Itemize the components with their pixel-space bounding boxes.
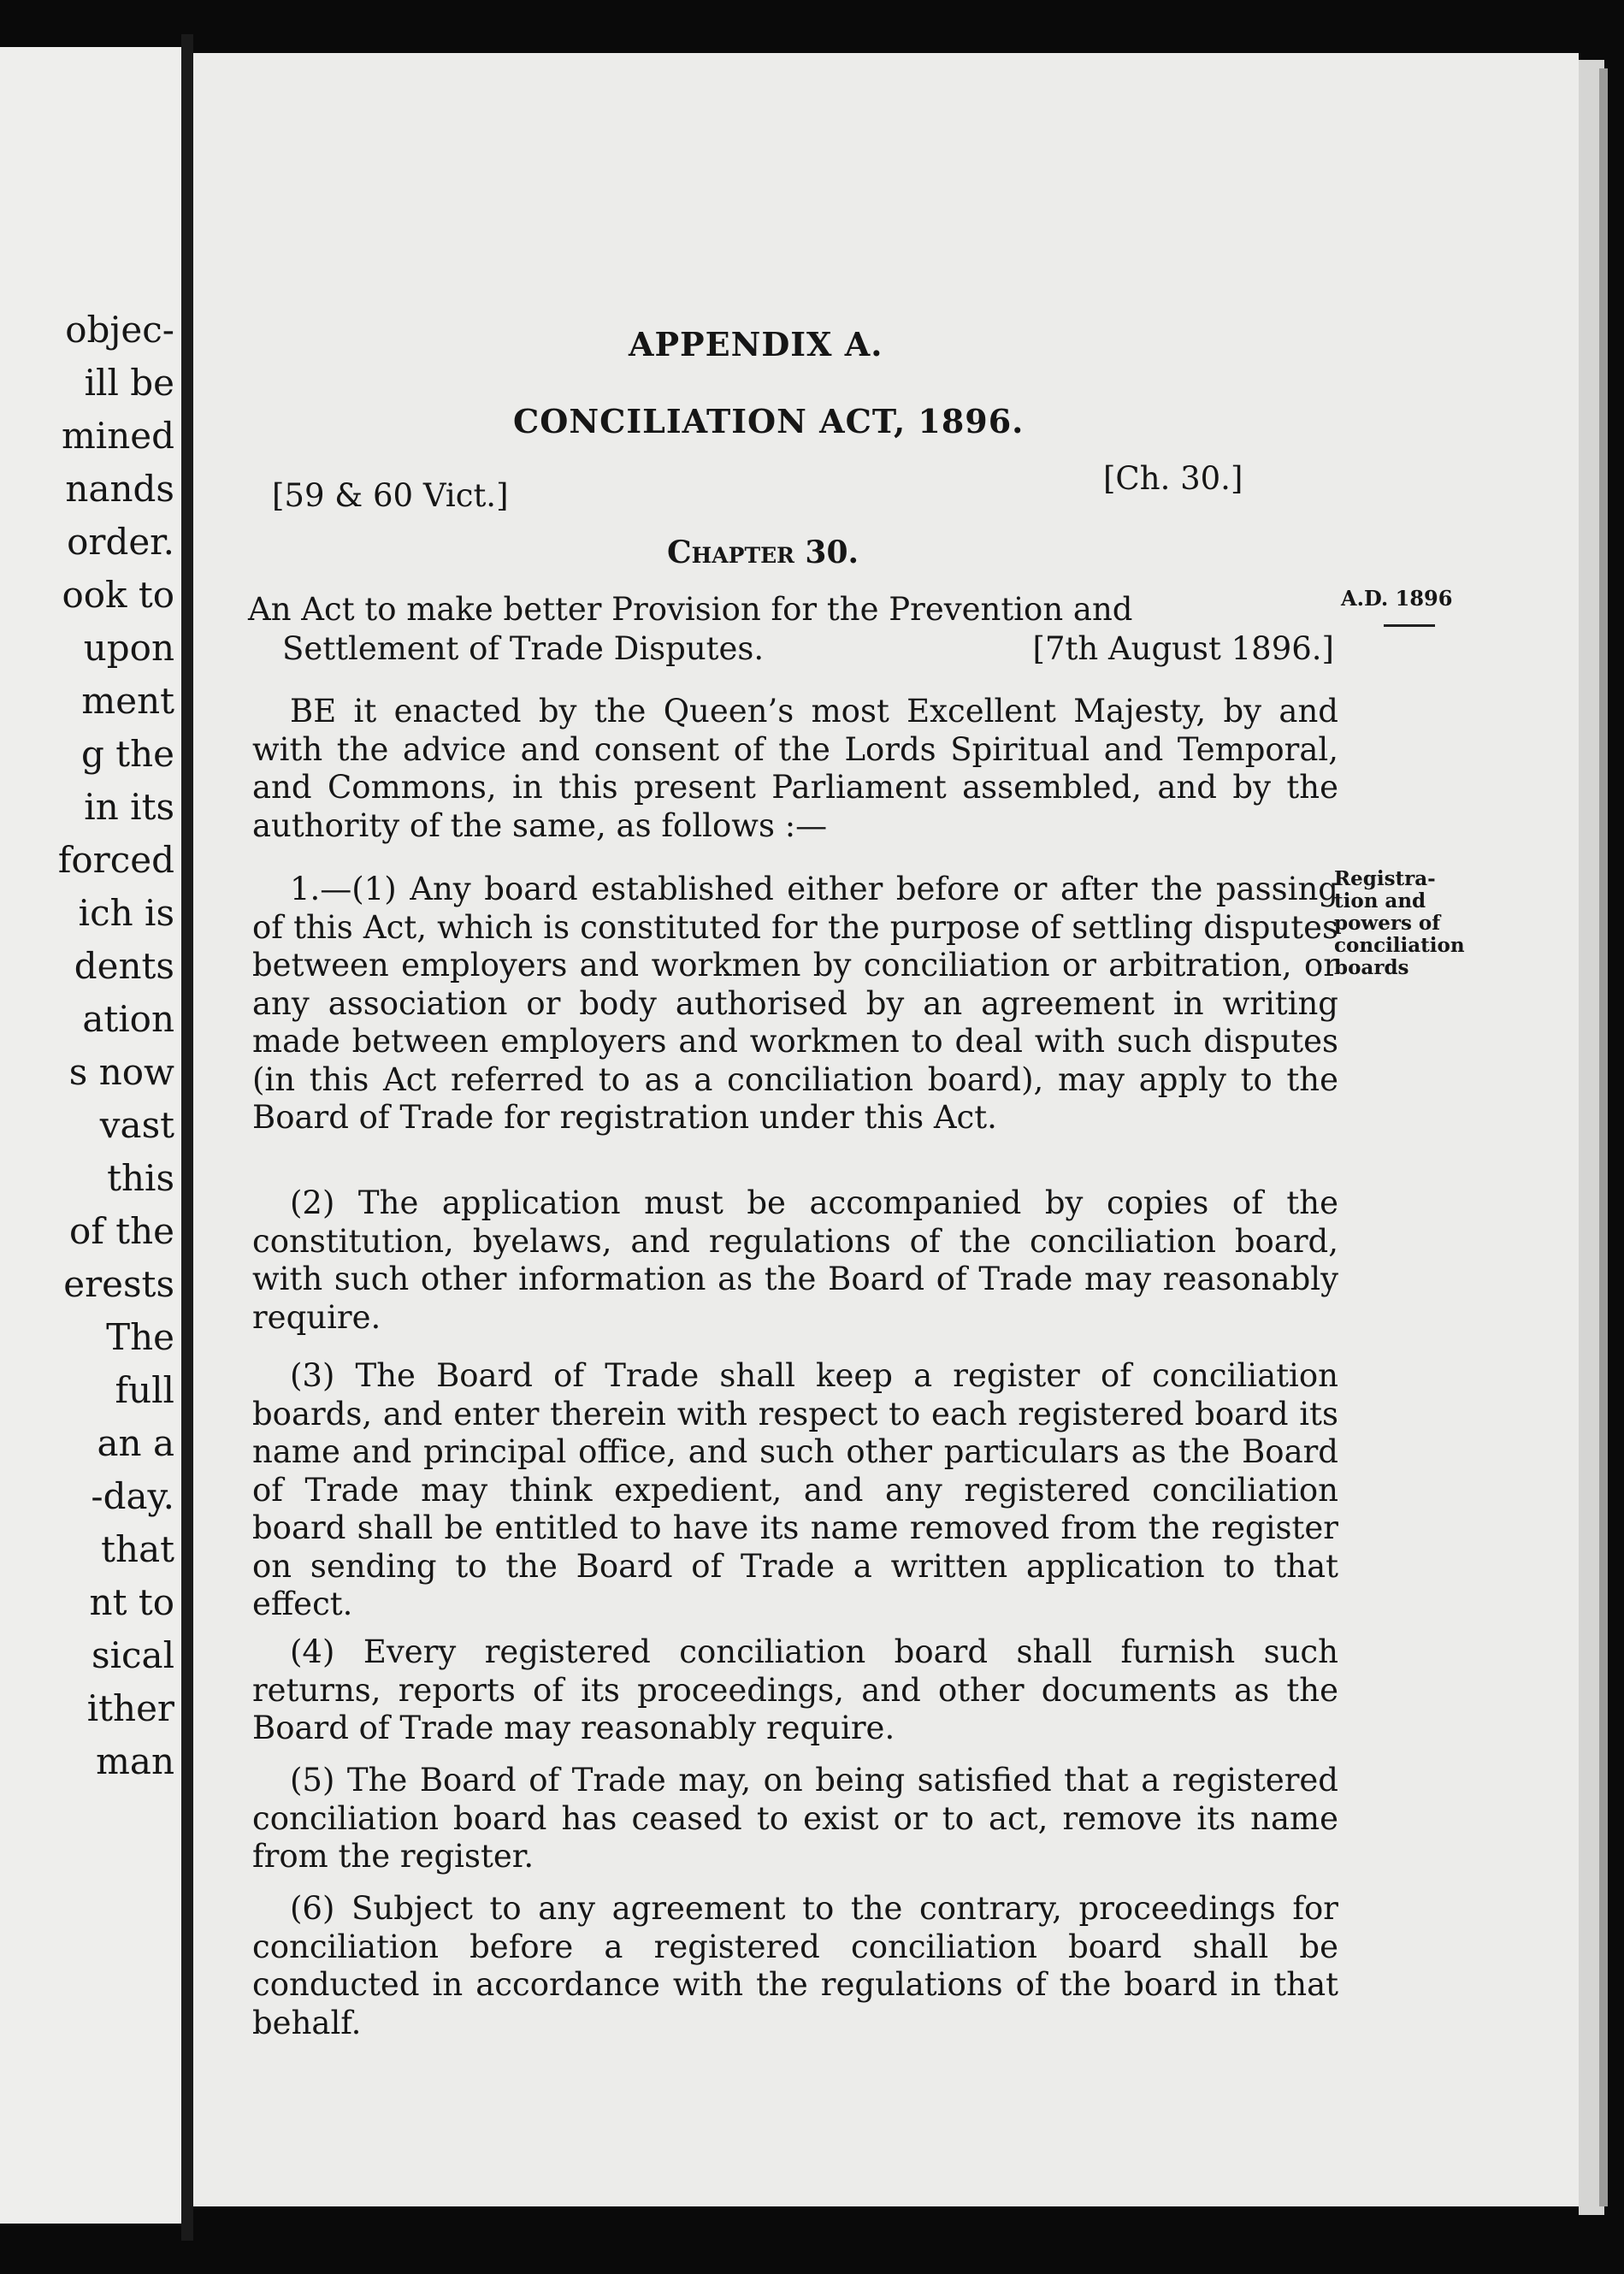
facing-page-line: s now <box>68 1051 174 1093</box>
facing-page-line: objec- <box>65 309 174 351</box>
facing-page-line: g the <box>80 733 174 775</box>
section-1-subsection-1: 1.—(1) Any board established either before or after the passing of this Act, which is constituted for the purpose of settling disputes between employers and workmen by conciliation or arbitration, or any association or body authorised by an agreement in writing made between employers and workmen to deal with such disputes (in this Act referred to as a conciliation board), may apply to the Board of Trade for registration under this Act. <box>252 871 1338 1136</box>
chapter-heading: Chapter 30. <box>667 535 859 570</box>
facing-page-line: nands <box>65 468 174 510</box>
margin-year-note: A.D. 1896 <box>1341 586 1453 611</box>
appendix-heading: APPENDIX A. <box>629 325 883 363</box>
long-title <box>248 590 1334 669</box>
marginal-sidenote: Registra- tion and powers of conciliation boards <box>1334 867 1465 979</box>
facing-page-line: of the <box>69 1210 174 1252</box>
long-title-text: Settlement of Trade Disputes. <box>282 630 765 667</box>
page-edge-shadow <box>1599 68 1608 2206</box>
margin-rule <box>1384 624 1435 627</box>
facing-page-line: ill be <box>84 362 174 404</box>
facing-page-line: order. <box>67 521 174 563</box>
facing-page-line: ook to <box>62 574 174 616</box>
enacting-formula: BE it enacted by the Queen’s most Excellent Majesty, by and with the advice and consent of the Lords Spiritual and Temporal, and Commons, in this present Parliament assembled, and by the authority of the same, as follows :— <box>252 693 1338 844</box>
facing-page-line: dents <box>74 945 174 987</box>
facing-page-line: that <box>101 1528 174 1570</box>
facing-page-line: erests <box>63 1263 174 1305</box>
section-1-subsection-6: (6) Subject to any agreement to the contrary, proceedings for conciliation before a registered conciliation board shall be conducted in accordance with the regulations of the board in that behalf. <box>252 1890 1338 2041</box>
facing-page-line: an a <box>97 1422 174 1464</box>
facing-page-line: ment <box>81 680 174 722</box>
facing-page-line: upon <box>83 627 174 669</box>
facing-page-line: man <box>96 1740 174 1782</box>
facing-page-line: ither <box>86 1687 174 1729</box>
facing-page-line: in its <box>84 786 174 828</box>
facing-page-line: ation <box>82 998 174 1040</box>
facing-page-line: forced <box>57 839 174 881</box>
long-title-line <box>248 629 1334 669</box>
regnal-year: [59 & 60 Vict.] <box>272 477 509 514</box>
chapter-reference: [Ch. 30.] <box>1103 460 1243 497</box>
facing-page <box>0 47 181 2224</box>
facing-page-line: The <box>106 1316 174 1358</box>
long-title-line: An Act to make better Provision for the Prevention and <box>248 591 1133 628</box>
facing-page-line: full <box>115 1369 174 1411</box>
facing-page-line: ich is <box>78 892 174 934</box>
book-gutter <box>181 34 193 2241</box>
section-1-subsection-3: (3) The Board of Trade shall keep a register of conciliation boards, and enter therein with respect to each registered board its name and principal office, and such other particulars as the Board of Trade may think expedient, and any registered conciliation board shall be entitled to have its name removed from the register on sending to the Board of Trade a written application to that effect. <box>252 1357 1338 1622</box>
enactment-date: [7th August 1896.] <box>1032 630 1334 667</box>
facing-page-line: nt to <box>89 1581 174 1623</box>
facing-page-line: vast <box>99 1104 174 1146</box>
facing-page-line: mined <box>61 415 174 457</box>
facing-page-line: sical <box>92 1634 174 1676</box>
section-1-subsection-4: (4) Every registered conciliation board shall furnish such returns, reports of its proceedings, and other documents as the Board of Trade may reasonably require. <box>252 1633 1338 1746</box>
act-title: CONCILIATION ACT, 1896. <box>513 402 1025 440</box>
facing-page-line: this <box>107 1157 174 1199</box>
section-1-subsection-2: (2) The application must be accompanied by copies of the constitution, byelaws, and regulations of the conciliation board, with such other information as the Board of Trade may reasonably require. <box>252 1184 1338 1336</box>
facing-page-line: -day. <box>91 1475 174 1517</box>
section-1-subsection-5: (5) The Board of Trade may, on being satisfied that a registered conciliation board has ceased to exist or to act, remove its name from the register. <box>252 1762 1338 1875</box>
